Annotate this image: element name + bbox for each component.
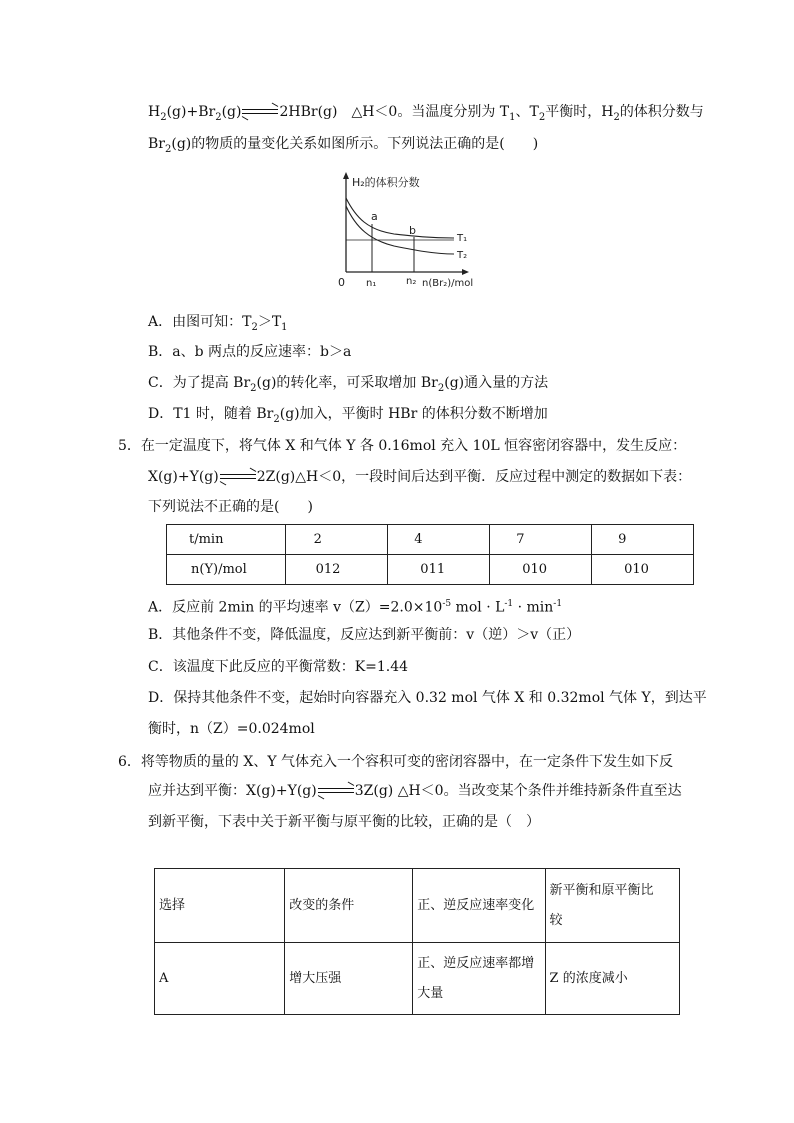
q5-option-c: C．该温度下此反应的平衡常数：K=1.44 [148, 659, 409, 675]
table-cell: 010 [592, 555, 694, 585]
table-row [167, 525, 694, 555]
table-cell: 增大压强 [285, 943, 413, 1015]
table-header-comparison: 新平衡和原平衡比 较 [545, 869, 679, 943]
graph-tick-n2: n₂ [406, 276, 417, 287]
table-cell: 2 [285, 525, 388, 555]
table-header-rate-change: 正、逆反应速率变化 [413, 869, 545, 943]
q5-option-a: A．反应前 2min 的平均速率 $v(Z)=2.0\times 10^{-5}$ mol · $L^{-1} \cdot \min^{-1}$ [148, 599, 563, 616]
equilibrium-arrow-icon [242, 108, 278, 116]
graph-origin: 0 [338, 276, 345, 289]
q5-option-d-line2: 衡时，n（Z）=0.024mol [148, 721, 315, 737]
q5-option-d-line1: D．保持其他条件不变，起始时向容器充入 0.32 mol 气体 X 和 0.32mol 气体 Y，到达平 [148, 690, 707, 706]
q4-graph [334, 168, 494, 292]
q4-option-c: C．为了提高 $Br_2(g)$的转化率，可采取增加 $Br_2(g)$通入量的方法 [148, 375, 549, 394]
q6-stem-line2: 应并达到平衡：X(g)+Y(g) 3Z(g) △H＜0。当改变某个条件并维持新条件直至达 [148, 783, 682, 799]
graph-point-a: a [371, 210, 378, 223]
q6-stem-line3: 到新平衡，下表中关于新平衡与原平衡的比较，正确的是（ ） [148, 814, 540, 830]
curve-t1 [346, 198, 454, 238]
table-cell: 4 [388, 525, 490, 555]
equilibrium-arrow-icon [318, 787, 354, 795]
table-cell: Z 的浓度减小 [545, 943, 679, 1015]
equilibrium-arrow-icon [220, 473, 256, 481]
table-cell: 9 [592, 525, 694, 555]
graph-label-t2: T₂ [457, 250, 468, 261]
table-row [167, 555, 694, 585]
table-cell: 正、逆反应速率都增 大量 [413, 943, 545, 1015]
q5-stem-line2: X(g)+Y(g) 2Z(g)△H＜0，一段时间后达到平衡．反应过程中测定的数据如下表： [148, 469, 692, 485]
table-row [155, 869, 680, 943]
q4-line1: $H_2(g)+Br_2(g)$ 2HBr(g) △H＜0。当温度分别为 $T_1$、$T_2$平衡时，$H_2$的体积分数与 [148, 104, 704, 123]
q5-stem-line3: 下列说法不正确的是( ) [148, 499, 313, 515]
q5-data-table [166, 524, 694, 585]
curve-t2 [346, 206, 454, 254]
table-header-condition: 改变的条件 [285, 869, 413, 943]
graph-point-b: b [409, 224, 416, 237]
table-header-select: 选择 [155, 869, 285, 943]
q6-stem-line1: 6．将等物质的量的 X、Y 气体充入一个容积可变的密闭容器中，在一定条件下发生如下反 [118, 754, 674, 770]
table-cell: n(Y)/mol [167, 555, 286, 585]
q4-option-b: B．a、b 两点的反应速率：b＞a [148, 344, 352, 360]
graph-ylabel: H₂的体积分数 [352, 176, 420, 189]
q6-options-table [154, 868, 680, 1015]
q5-stem-line1: 5．在一定温度下，将气体 X 和气体 Y 各 0.16mol 充入 10L 恒容密闭容器中，发生反应： [118, 438, 687, 454]
table-cell: t/min [167, 525, 286, 555]
table-cell: 012 [285, 555, 388, 585]
graph-label-t1: T₁ [457, 233, 468, 244]
graph-xlabel: n(Br₂)/mol [422, 278, 474, 289]
graph-tick-n1: n₁ [366, 278, 377, 289]
table-cell: 010 [490, 555, 592, 585]
table-cell: A [155, 943, 285, 1015]
table-cell: 7 [490, 525, 592, 555]
q4-option-d: D．T1 时，随着 $Br_2(g)$加入，平衡时 HBr 的体积分数不断增加 [148, 406, 548, 425]
table-row [155, 943, 680, 1015]
q4-option-a: A．由图可知：$T_2>T_1$ [148, 314, 288, 333]
table-cell: 011 [388, 555, 490, 585]
q5-option-b: B．其他条件不变，降低温度，反应达到新平衡前：v（逆）＞v（正） [148, 627, 581, 643]
q4-line2: $Br_2(g)$的物质的量变化关系如图所示。下列说法正确的是( ) [148, 136, 539, 155]
